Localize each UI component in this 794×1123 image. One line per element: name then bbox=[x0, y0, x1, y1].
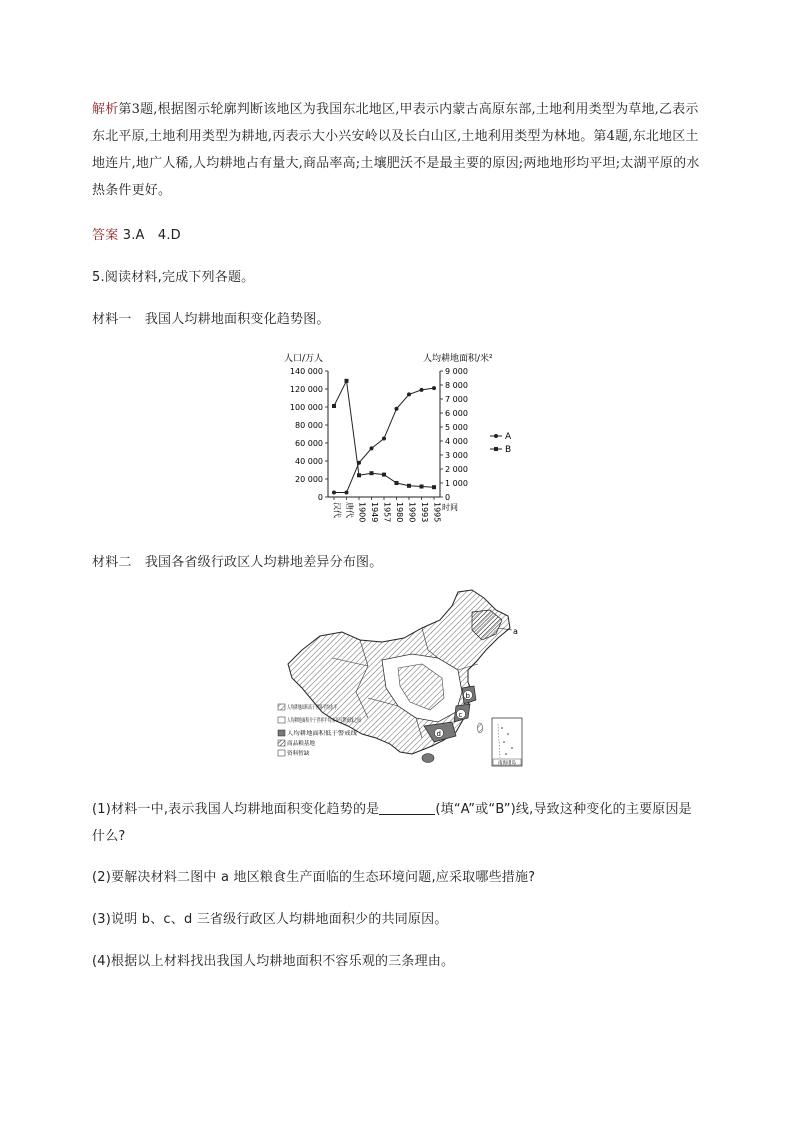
right-tick-label: 6 000 bbox=[445, 409, 468, 418]
legend-B-marker bbox=[494, 447, 498, 451]
x-tick-label: 汉代 bbox=[332, 502, 342, 518]
series-A-point bbox=[370, 446, 374, 450]
legend-A-marker bbox=[494, 434, 498, 438]
series-A-point bbox=[382, 437, 386, 441]
cropland-trend-chart bbox=[280, 345, 520, 525]
legend-item-nodata: 资料暂缺 bbox=[287, 751, 310, 757]
series-B-point bbox=[332, 404, 336, 408]
legend-item-mid: 人均耕地面积介于世界平均水平与警戒线之间 bbox=[287, 718, 399, 724]
material2-label: 材料二 bbox=[92, 555, 132, 570]
x-tick-label: 1900 bbox=[357, 502, 367, 523]
right-axis-label: 人均耕地面积/米² bbox=[423, 354, 493, 364]
right-tick-label: 8 000 bbox=[445, 381, 468, 390]
svg-text:c: c bbox=[458, 711, 463, 719]
right-tick-label: 1 000 bbox=[445, 479, 468, 488]
left-tick-label: 100 000 bbox=[289, 403, 323, 412]
left-tick-label: 120 000 bbox=[289, 385, 323, 394]
left-axis-label: 人口/万人 bbox=[284, 354, 324, 364]
series-A-point bbox=[420, 388, 424, 392]
series-B-point bbox=[357, 473, 361, 477]
right-tick-label: 4 000 bbox=[445, 437, 468, 446]
right-tick-label: 5 000 bbox=[445, 423, 468, 432]
left-tick-label: 60 000 bbox=[295, 439, 323, 448]
q5-number: 5 bbox=[92, 270, 101, 285]
svg-text:b: b bbox=[465, 692, 470, 700]
left-tick-label: 20 000 bbox=[295, 475, 323, 484]
q5-stem-text: .阅读材料,完成下列各题。 bbox=[100, 270, 255, 285]
answer-text: 3.A 4.D bbox=[122, 228, 181, 243]
series-B-point bbox=[370, 471, 374, 475]
svg-text:d: d bbox=[436, 730, 441, 738]
x-tick-label: 1949 bbox=[370, 502, 379, 523]
x-axis-label: 时间 bbox=[442, 503, 458, 512]
material1-caption bbox=[92, 306, 704, 333]
analysis-paragraph bbox=[92, 96, 704, 204]
inset-box bbox=[492, 718, 522, 766]
inset-label: 南海诸岛 bbox=[498, 761, 516, 766]
legend-item-base: 商品粮基地 bbox=[287, 741, 315, 747]
analysis-text: 第3题,根据图示轮廓判断该地区为我国东北地区,甲表示内蒙古高原东部,土地利用类型为草地,乙表示东北平原,土地利用类型为耕地,丙表示大小兴安岭以及长白山区,土地利用类型为林地。第4题,东北地区土地连片,地广人稀,人均耕地占有量大,商品率高;土壤肥沃不是最主要的原因;两地地形均平坦;太湖平原的水热条件更好。 bbox=[92, 102, 700, 198]
series-A-point bbox=[345, 491, 349, 495]
material1-text: 我国人均耕地面积变化趋势图。 bbox=[144, 312, 330, 327]
series-B-point bbox=[407, 484, 411, 488]
series-A-point bbox=[432, 386, 436, 390]
sub-question-2: (2)要解决材料二图中 a 地区粮食生产面临的生态环境问题,应采取哪些措施? bbox=[92, 870, 536, 885]
series-B-point bbox=[420, 485, 424, 489]
answer-line bbox=[92, 222, 704, 249]
right-tick-label: 7 000 bbox=[445, 395, 468, 404]
answer-label: 答案 bbox=[92, 228, 119, 243]
map-label-a: a bbox=[513, 627, 518, 636]
hainan bbox=[422, 754, 434, 763]
right-tick-label: 2 000 bbox=[445, 465, 468, 474]
sub-question-1: (1)材料一中,表示我国人均耕地面积变化趋势的是 (填“A”或“B”)线,导致这种变化的主要原因是什么? bbox=[92, 802, 692, 844]
material2-caption bbox=[92, 549, 704, 576]
material1-label: 材料一 bbox=[92, 312, 132, 327]
china-cropland-map bbox=[272, 588, 530, 780]
legend-A-label: A bbox=[505, 432, 512, 442]
material2-text: 我国各省级行政区人均耕地差异分布图。 bbox=[144, 555, 383, 570]
series-A-point bbox=[332, 491, 336, 495]
series-B-point bbox=[432, 485, 436, 489]
right-tick-label: 9 000 bbox=[445, 367, 468, 376]
x-tick-label: 唐代 bbox=[345, 502, 354, 518]
analysis-label: 解析 bbox=[92, 102, 119, 117]
series-A-point bbox=[395, 407, 399, 411]
x-tick-label: 1957 bbox=[382, 502, 392, 523]
x-tick-label: 1990 bbox=[407, 502, 417, 523]
x-tick-label: 1980 bbox=[395, 502, 404, 523]
legend-item-high: 人均耕地面积高于世界平均水平 bbox=[287, 705, 366, 711]
series-B-point bbox=[395, 481, 399, 485]
left-tick-label: 0 bbox=[317, 493, 323, 502]
sub-question-4: (4)根据以上材料找出我国人均耕地面积不容乐观的三条理由。 bbox=[92, 954, 455, 969]
q5-stem bbox=[92, 264, 704, 291]
series-B-point bbox=[382, 473, 386, 477]
series-B-line bbox=[334, 381, 434, 487]
x-tick-label: 1993 bbox=[420, 502, 429, 523]
legend-B-label: B bbox=[505, 445, 512, 455]
series-B-point bbox=[345, 379, 349, 383]
right-tick-label: 3 000 bbox=[445, 451, 468, 460]
answer-blank[interactable] bbox=[379, 800, 435, 815]
sub-question-3: (3)说明 b、c、d 三省级行政区人均耕地面积少的共同原因。 bbox=[92, 912, 448, 927]
left-tick-label: 40 000 bbox=[295, 457, 323, 466]
right-tick-label: 0 bbox=[445, 493, 451, 502]
x-tick-label: 1995 bbox=[432, 502, 442, 523]
legend-item-low: 人均耕地面积低于警戒线 bbox=[287, 731, 349, 737]
series-A-point bbox=[407, 392, 411, 396]
left-tick-label: 80 000 bbox=[295, 421, 323, 430]
left-tick-label: 140 000 bbox=[289, 367, 323, 376]
